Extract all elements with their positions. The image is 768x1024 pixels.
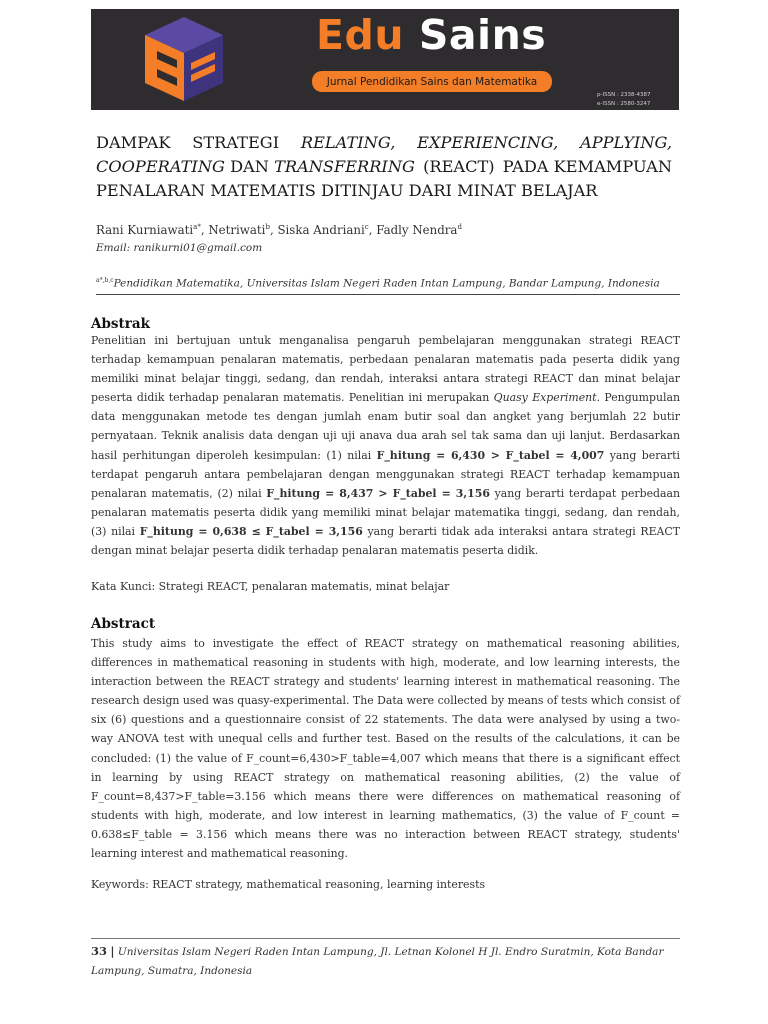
author-sup: a* <box>193 223 201 232</box>
footer-address: Universitas Islam Negeri Raden Intan Lampung, Jl. Letnan Kolonel H Jl. Endro Suratmin, Kota Bandar Lampung, Sumatra, Indonesia <box>91 946 664 977</box>
abstrak-text: yang berarti terdapat pengaruh antara pembelajaran dengan menggunakan strategi REACT terhadap kemampuan penalaran matematis, (2) nilai <box>91 448 680 500</box>
abstrak-text: Penelitian ini bertujuan untuk menganalisa pengaruh pembelajaran menggunakan strategi REACT terhadap kemampuan penalaran matematis, perbedaan penalaran matematis pada peserta didik yang memiliki minat belajar tinggi, sedang, dan rendah, interaksi antara strategi REACT dan minat belajar peserta didik terhadap penalaran matematis. Penelitian ini merupakan <box>91 334 680 405</box>
journal-brand <box>316 11 547 59</box>
title-word: DAN <box>230 157 269 176</box>
author-name: Rani Kurniawati <box>96 223 194 237</box>
page-footer <box>91 942 680 980</box>
author-email[interactable]: Email: ranikurni01@gmail.com <box>96 242 263 254</box>
footer-divider <box>91 938 680 939</box>
abstrak-text: yang berarti tidak ada interaksi antara strategi REACT dengan minat belajar peserta didik terhadap penalaran matematis peserta didik. <box>91 524 680 558</box>
abstrak-heading: Abstrak <box>91 316 150 332</box>
abstrak-emphasis: Quasy Experiment <box>493 391 597 405</box>
brand-edu: Edu <box>316 11 405 59</box>
page-number: 33 <box>91 944 108 958</box>
affiliation-text: Pendidikan Matematika, Universitas Islam Negeri Raden Intan Lampung, Bandar Lampung, Indonesia <box>113 277 660 290</box>
equation-1: F_hitung = 6,430 > F_tabel = 4,007 <box>376 448 605 462</box>
equation-3: F_hitung = 0,638 ≤ F_tabel = 3,156 <box>139 524 363 538</box>
title-line-3: PENALARAN MATEMATIS DITINJAU DARI MINAT BELAJAR <box>96 181 598 200</box>
affiliation-sup: a*,b,c <box>96 277 114 284</box>
author-name: Netriwati <box>208 223 266 237</box>
abstract-paragraph: This study aims to investigate the effect of REACT strategy on mathematical reasoning abilities, differences in mathematical reasoning in students with high, moderate, and low learning interests, the interaction between the REACT strategy and students' learning interest in mathematical reasoning. The research design used was quasy-experimental. The Data were collected by means of tests which consist of six (6) questions and a questionnaire consist of 22 statements. The data were analysed by using a two-way ANOVA test with unequal cells and further test. Based on the results of the calculations, it can be concluded: (1) the value of F_count=6,430>F_table=4,007 which means that there is a significant effect in learning by using REACT strategy on mathematical reasoning abilities, (2) the value of F_count=8,437>F_table=3.156 which means there were differences on mathematical reasoning of students with high, moderate, and low interest in learning mathematics, (3) the value of F_count = 0.638≤F_table = 3.156 which means there was no interaction between REACT strategy, students' learning interest and mathematical reasoning. <box>91 637 680 861</box>
header-divider <box>96 294 680 295</box>
journal-name-bar <box>312 71 552 92</box>
abstrak-paragraph <box>91 331 680 560</box>
author-list: Rani Kurniawati$^{a*}$, Netriwati$^b$, Siska Andriani$^c$, Fadly Nendra$^d$ <box>96 223 462 237</box>
issn-block <box>597 91 651 108</box>
equation-2: F_hitung = 8,437 > F_tabel = 3,156 <box>266 486 490 500</box>
title-word: PADA KEMAMPUAN <box>502 157 672 176</box>
title-line-2 <box>96 155 672 179</box>
title-word: (REACT) <box>423 157 495 176</box>
abstract-heading: Abstract <box>91 616 156 632</box>
title-word: STRATEGI <box>192 133 280 152</box>
abstrak-text: . Pengumpulan data menggunakan metode tes dengan jumlah enam butir soal dan angket yang berjumlah 22 butir pernyataan. Teknik analisis data dengan uji uji anava dua arah sel tak sama dan uji lanjut. Berdasarkan hasil perhitungan diperoleh kesimpulan: (1) nilai <box>91 391 680 462</box>
affiliation <box>96 277 660 290</box>
title-line-1 <box>96 131 672 155</box>
title-word: APPLYING, <box>580 133 672 152</box>
brand-sains: Sains <box>418 11 547 59</box>
e-issn: e-ISSN : 2580-3247 <box>597 100 651 107</box>
author-name: Siska Andriani <box>277 223 365 237</box>
kata-kunci: Kata Kunci: Strategi REACT, penalaran matematis, minat belajar <box>91 580 450 593</box>
journal-name: Jurnal Pendidikan Sains dan Matematika <box>326 75 538 88</box>
title-word: TRANSFERRING <box>274 157 415 176</box>
title-word: RELATING, <box>300 133 396 152</box>
author-sup: c <box>364 223 369 232</box>
title-word: COOPERATING <box>96 157 225 176</box>
article-title <box>96 131 672 203</box>
author-name: Fadly Nendra <box>376 223 458 237</box>
journal-banner <box>91 9 679 110</box>
footer-separator: | <box>110 944 115 958</box>
abstrak-text: yang berarti terdapat perbedaan penalaran matematis peserta didik yang memiliki minat belajar matematika tinggi, sedang, dan rendah, (3) nilai <box>91 486 680 538</box>
journal-logo-icon <box>141 13 227 105</box>
title-word: DAMPAK <box>96 133 171 152</box>
title-word: EXPERIENCING, <box>417 133 559 152</box>
keywords: Keywords: REACT strategy, mathematical reasoning, learning interests <box>91 878 486 891</box>
author-sup: b <box>265 223 270 232</box>
p-issn: p-ISSN : 2338-4387 <box>597 92 651 98</box>
author-sup: d <box>457 223 462 232</box>
